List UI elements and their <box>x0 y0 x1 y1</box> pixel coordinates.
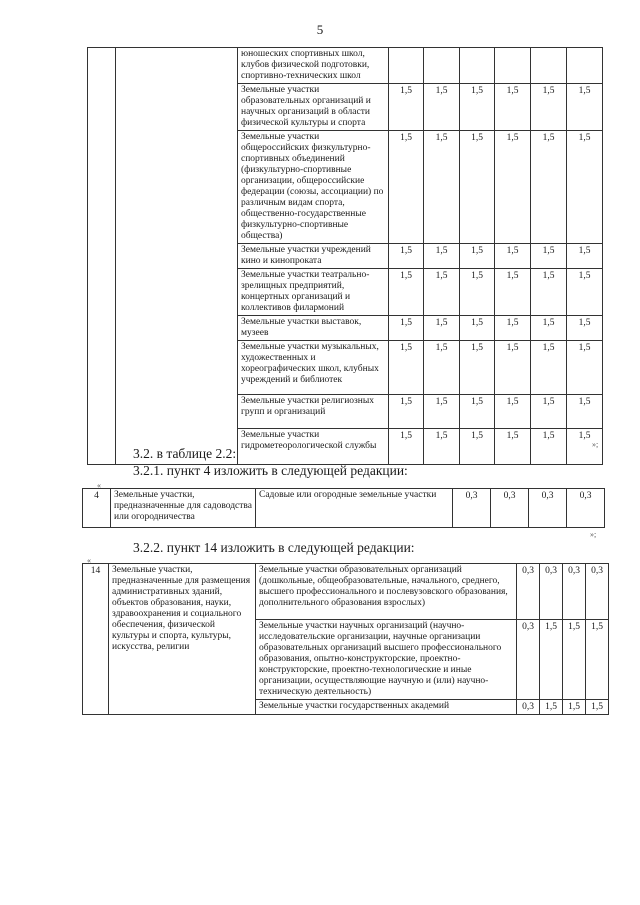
value-cell: 1,5 <box>567 131 603 244</box>
value-cell: 1,5 <box>567 244 603 269</box>
heading-3-2: 3.2. в таблице 2.2: <box>133 446 237 461</box>
value-cell: 0,3 <box>529 489 567 528</box>
value-cell: 1,5 <box>389 429 424 465</box>
value-cell: 1,5 <box>531 395 567 429</box>
use-cell: юношеских спортивных школ, клубов физической подготовки, спортивно-технических школ <box>238 48 389 84</box>
value-cell: 1,5 <box>389 84 424 131</box>
number-cell: 4 <box>83 489 111 528</box>
use-cell: Земельные участки учреждений кино и кинопроката <box>238 244 389 269</box>
value-cell: 1,5 <box>424 131 460 244</box>
value-cell: 1,5 <box>460 341 495 395</box>
use-cell: Земельные участки гидрометеорологической службы <box>238 429 389 465</box>
value-cell: 1,5 <box>531 244 567 269</box>
value-cell: 1,5 <box>495 429 531 465</box>
value-cell: 1,5 <box>531 84 567 131</box>
value-cell: 1,5 <box>460 131 495 244</box>
closing-quote-mark: »; <box>592 440 599 449</box>
value-cell <box>567 48 603 84</box>
value-cell: 1,5 <box>460 244 495 269</box>
value-cell <box>495 48 531 84</box>
value-cell: 1,5 <box>540 620 563 700</box>
value-cell: 1,5 <box>531 429 567 465</box>
value-cell: 1,5 <box>389 244 424 269</box>
value-cell: 1,5 <box>567 429 603 465</box>
value-cell: 1,5 <box>531 131 567 244</box>
use-cell: Земельные участки образовательных организаций (дошкольные, общеобразовательные, начального, среднего, высшего профессионального и послевузовского образования, дополнительного образования взрослых) <box>256 564 517 620</box>
value-cell <box>389 48 424 84</box>
use-cell: Земельные участки театрально-зрелищных предприятий, концертных организаций и коллективов филармоний <box>238 269 389 316</box>
value-cell: 1,5 <box>495 244 531 269</box>
value-cell <box>424 48 460 84</box>
opening-quote-mark: « <box>87 556 91 565</box>
value-cell: 0,3 <box>517 564 540 620</box>
value-cell <box>460 48 495 84</box>
value-cell: 1,5 <box>586 620 609 700</box>
value-cell: 1,5 <box>495 84 531 131</box>
value-cell: 0,3 <box>563 564 586 620</box>
use-cell: Земельные участки общероссийских физкультурно-спортивных объединений (физкультурно-спортивные организации, общероссийские федерации (союзы, ассоциации) по различным видам спорта, общественно-государственные физкультурно-спортивные общества) <box>238 131 389 244</box>
value-cell: 1,5 <box>424 84 460 131</box>
value-cell: 1,5 <box>531 316 567 341</box>
number-cell <box>88 48 116 465</box>
value-cell: 1,5 <box>389 341 424 395</box>
value-cell: 0,3 <box>491 489 529 528</box>
value-cell: 1,5 <box>531 341 567 395</box>
value-cell: 1,5 <box>460 429 495 465</box>
value-cell: 1,5 <box>495 131 531 244</box>
category-cell <box>116 48 238 465</box>
heading-3-2-1: 3.2.1. пункт 4 изложить в следующей редакции: <box>133 463 408 478</box>
value-cell: 1,5 <box>531 269 567 316</box>
category-cell: Земельные участки, предназначенные для садоводства или огородничества <box>111 489 256 528</box>
use-cell: Земельные участки образовательных организаций и научных организаций в области физической культуры и спорта <box>238 84 389 131</box>
use-cell: Земельные участки выставок, музеев <box>238 316 389 341</box>
value-cell: 0,3 <box>453 489 491 528</box>
value-cell: 1,5 <box>424 244 460 269</box>
value-cell: 0,3 <box>567 489 605 528</box>
category-cell: Земельные участки, предназначенные для размещения административных зданий, объектов образования, науки, здравоохранения и социального обеспечения, физической культуры и спорта, культуры, искусства, религии <box>109 564 256 715</box>
value-cell: 1,5 <box>424 269 460 316</box>
value-cell: 1,5 <box>567 316 603 341</box>
value-cell: 1,5 <box>567 341 603 395</box>
value-cell: 1,5 <box>460 316 495 341</box>
value-cell: 0,3 <box>517 700 540 715</box>
value-cell: 1,5 <box>389 316 424 341</box>
value-cell: 1,5 <box>563 700 586 715</box>
value-cell: 1,5 <box>389 395 424 429</box>
value-cell: 1,5 <box>460 269 495 316</box>
table-row <box>88 48 603 84</box>
use-cell: Земельные участки музыкальных, художественных и хореографических школ, клубных учреждений и библиотек <box>238 341 389 395</box>
value-cell: 1,5 <box>495 316 531 341</box>
value-cell: 1,5 <box>424 429 460 465</box>
value-cell: 1,5 <box>460 395 495 429</box>
value-cell: 1,5 <box>495 269 531 316</box>
number-cell: 14 <box>83 564 109 715</box>
heading-3-2-2: 3.2.2. пункт 14 изложить в следующей редакции: <box>133 540 415 555</box>
value-cell: 1,5 <box>424 316 460 341</box>
value-cell: 1,5 <box>567 84 603 131</box>
value-cell: 0,3 <box>517 620 540 700</box>
table-item-4 <box>82 488 605 528</box>
table-row <box>83 489 605 528</box>
value-cell: 1,5 <box>495 395 531 429</box>
use-cell: Садовые или огородные земельные участки <box>256 489 453 528</box>
value-cell: 1,5 <box>563 620 586 700</box>
value-cell: 1,5 <box>495 341 531 395</box>
use-cell: Земельные участки научных организаций (научно-исследовательские организации, научные организации образовательных организаций высшего профессионального образования, опытно-конструкторские, проектно-конструкторские, проектно-технологические и иные организации, осуществляющие научную и (или) научно-техническую деятельность) <box>256 620 517 700</box>
value-cell <box>531 48 567 84</box>
opening-quote-mark: « <box>97 481 101 490</box>
table-continuation <box>87 47 603 465</box>
table-row <box>83 564 609 620</box>
page-number: 5 <box>316 22 324 37</box>
use-cell: Земельные участки государственных академий <box>256 700 517 715</box>
value-cell: 1,5 <box>567 395 603 429</box>
value-cell: 1,5 <box>424 395 460 429</box>
table-item-14 <box>82 563 609 715</box>
value-cell: 1,5 <box>586 700 609 715</box>
value-cell: 1,5 <box>460 84 495 131</box>
value-cell: 0,3 <box>586 564 609 620</box>
value-cell: 1,5 <box>389 131 424 244</box>
closing-quote-mark: »; <box>590 530 597 539</box>
value-cell: 1,5 <box>540 700 563 715</box>
value-cell: 1,5 <box>389 269 424 316</box>
value-cell: 0,3 <box>540 564 563 620</box>
value-cell: 1,5 <box>567 269 603 316</box>
use-cell: Земельные участки религиозных групп и организаций <box>238 395 389 429</box>
value-cell: 1,5 <box>424 341 460 395</box>
